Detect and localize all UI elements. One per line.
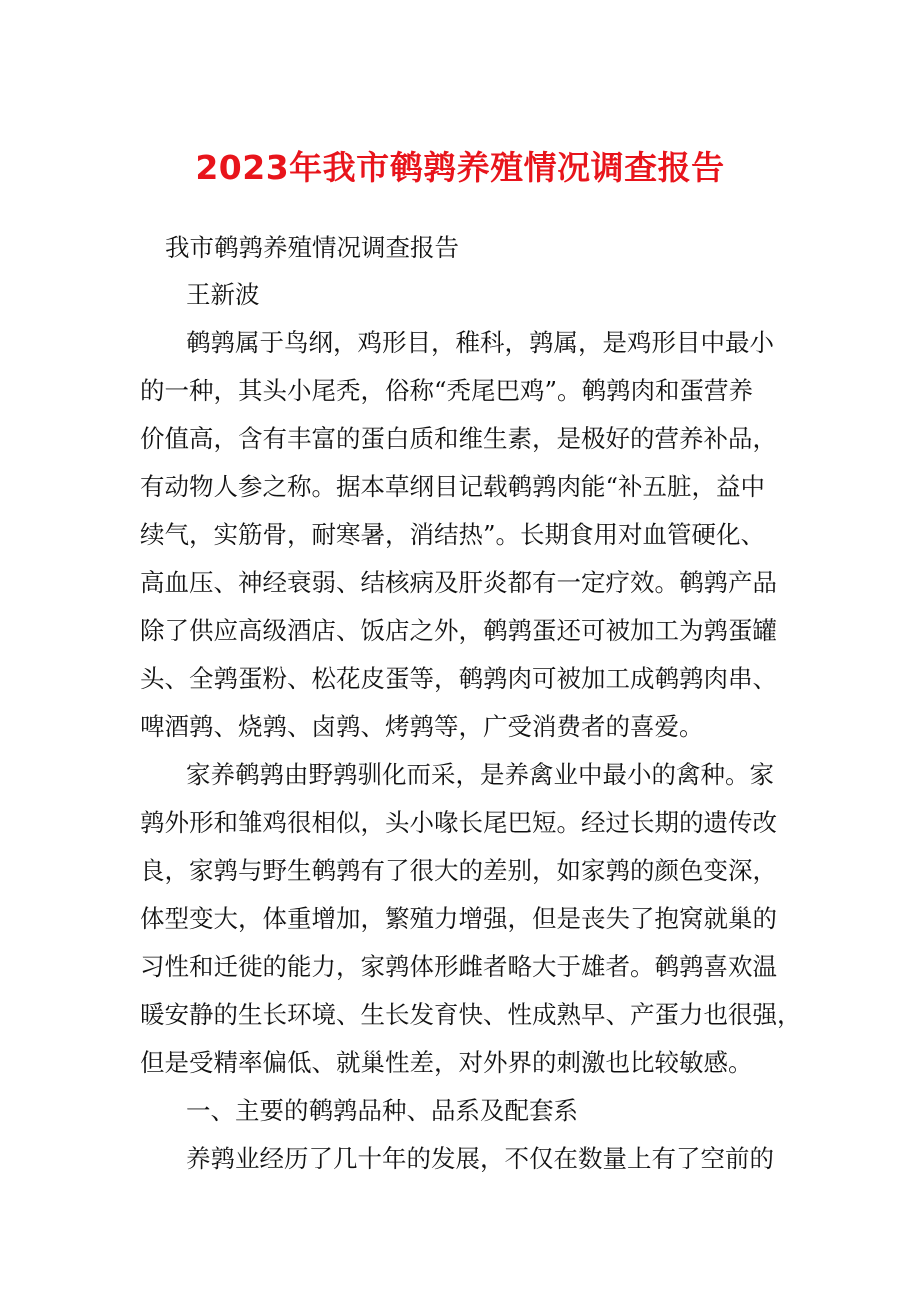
document-title: 2023年我市鹌鹑养殖情况调查报告 <box>195 148 725 187</box>
report-subtitle: 我市鹌鹑养殖情况调查报告 <box>165 233 459 262</box>
paragraph-2-line-4: 体型变大，体重增加，繁殖力增强，但是丧失了抱窝就巢的 <box>140 904 777 933</box>
section-heading: 一、主要的鹌鹑品种、品系及配套系 <box>186 1096 578 1125</box>
paragraph-1-line-5: 续气，实筋骨，耐寒暑，消结热”。长期食用对血管硬化、 <box>140 520 766 549</box>
paragraph-1-line-4: 有动物人参之称。据本草纲目记载鹌鹑肉能“补五脏，益中 <box>140 472 766 501</box>
paragraph-2-line-1: 家养鹌鹑由野鹑驯化而采，是养禽业中最小的禽种。家 <box>186 760 774 789</box>
paragraph-1-line-8: 头、全鹑蛋粉、松花皮蛋等，鹌鹑肉可被加工成鹌鹑肉串、 <box>140 664 777 693</box>
paragraph-1-line-1: 鹌鹑属于鸟纲，鸡形目，稚科，鹑属，是鸡形目中最小 <box>186 328 774 357</box>
paragraph-1-line-7: 除了供应高级酒店、饭店之外，鹌鹑蛋还可被加工为鹑蛋罐 <box>140 616 777 645</box>
paragraph-1-line-2: 的一种，其头小尾秃，俗称“秃尾巴鸡”。鹌鹑肉和蛋营养 <box>140 376 754 405</box>
paragraph-2-line-6: 暖安静的生长环境、生长发育快、性成熟早、产蛋力也很强， <box>140 1000 802 1029</box>
paragraph-2-line-5: 习性和迁徙的能力，家鹑体形雌者略大于雄者。鹌鹑喜欢温 <box>140 952 777 981</box>
author-name: 王新波 <box>186 280 260 309</box>
paragraph-2-line-3: 良，家鹑与野生鹌鹑有了很大的差别，如家鹑的颜色变深， <box>140 856 777 885</box>
paragraph-3-line-1: 养鹑业经历了几十年的发展，不仅在数量上有了空前的 <box>186 1144 774 1173</box>
paragraph-1-line-6: 高血压、神经衰弱、结核病及肝炎都有一定疗效。鹌鹑产品 <box>140 568 777 597</box>
paragraph-1-line-3: 价值高，含有丰富的蛋白质和维生素，是极好的营养补品， <box>140 424 777 453</box>
paragraph-1-line-9: 啤酒鹑、烧鹑、卤鹑、烤鹑等，广受消费者的喜爱。 <box>140 712 704 741</box>
paragraph-2-line-2: 鹑外形和雏鸡很相似，头小喙长尾巴短。经过长期的遗传改 <box>140 808 777 837</box>
paragraph-2-line-7: 但是受精率偏低、就巢性差，对外界的刺激也比较敏感。 <box>140 1048 753 1077</box>
